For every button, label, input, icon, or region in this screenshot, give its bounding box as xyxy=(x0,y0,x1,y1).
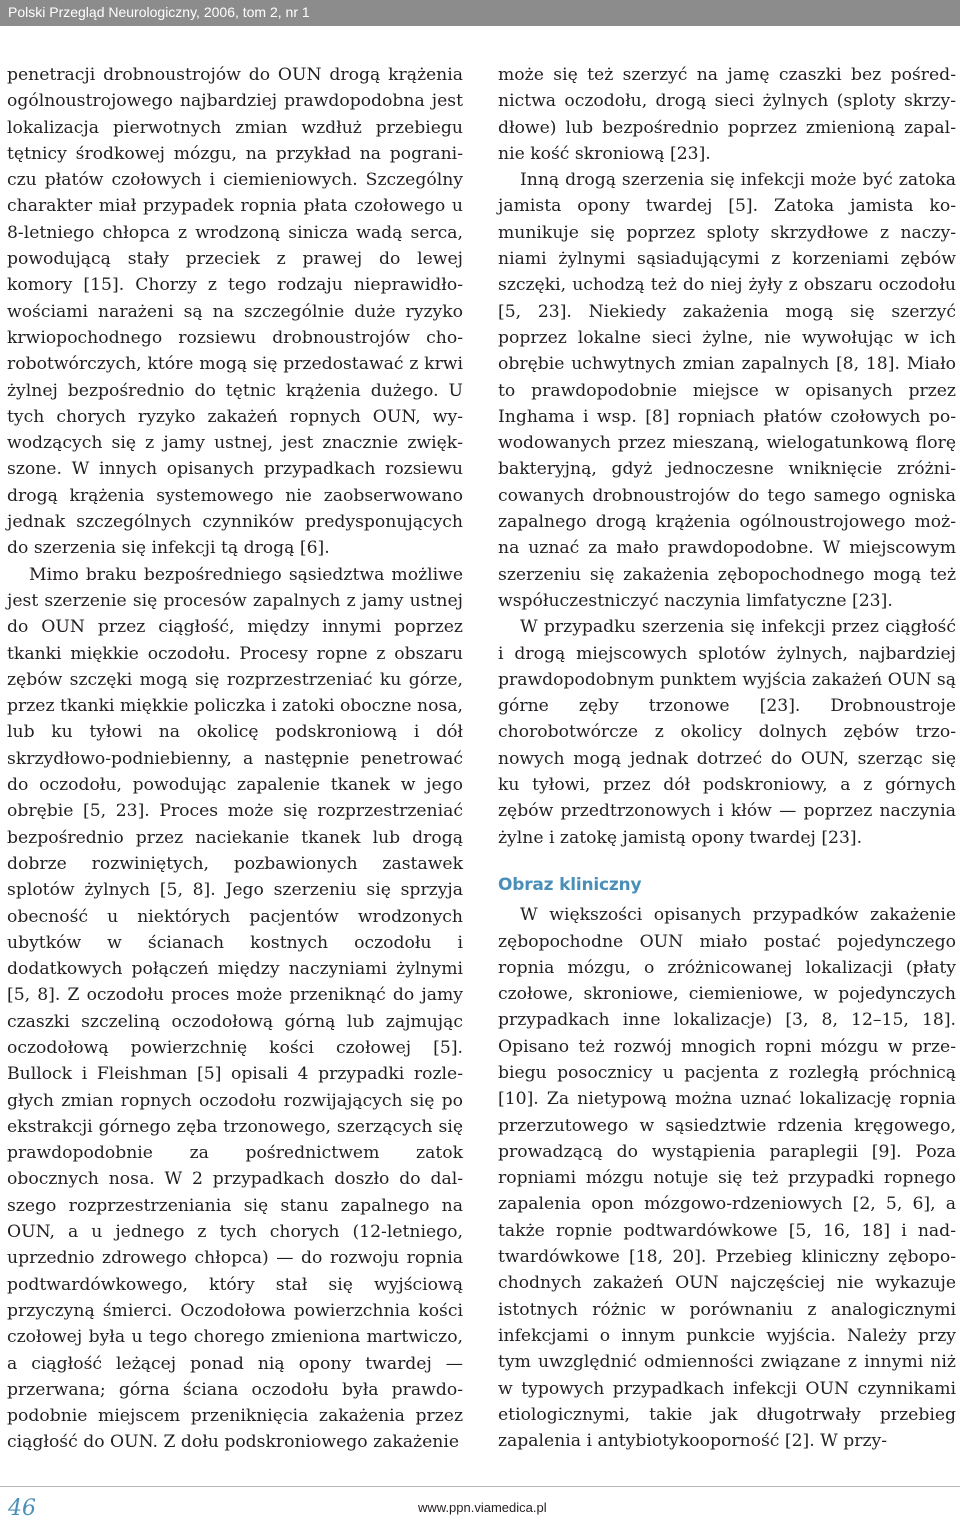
journal-header-bar xyxy=(0,0,960,26)
body-paragraph: może się też szerzyć na jamę czaszki bez pośrednictwa oczodołu, drogą sieci żylnych (sploty skrzydłowe) lub bezpośrednio poprzez zmienioną zapalnie kość skroniową [23]. xyxy=(498,65,956,164)
left-column xyxy=(7,62,463,1456)
body-paragraph: penetracji drobnoustrojów do OUN drogą krążenia ogólnoustrojowego najbardziej prawdopodobna jest lokalizacja pierwotnych zmian wzdłuż przebiegu tętnicy środkowej mózgu, na przykład na pograniczu płatów czołowych i ciemieniowych. Szczególny charakter miał przypadek ropnia płata czołowego u 8-letniego chłopca z wrodzoną sinicza wadą serca, powodującą stały przeciek z prawej do lewej komory [15]. Chorzy z tego rodzaju nieprawidłowościami narażeni są na szczególnie duże ryzyko krwiopochodnego rozsiewu drobnoustrojów chorobotwórczych, które mogą się przedostawać z krwi żylnej bezpośrednio do tętnic krążenia dużego. U tych chorych ryzyko zakażeń ropnych OUN, wywodzących się z jamy ustnej, jest znacznie zwiększone. W innych opisanych przypadkach rozsiewu drogą krążenia systemowego nie zaobserwowano jednak szczególnych czynników predysponujących do szerzenia się infekcji tą drogą [6]. xyxy=(7,65,463,559)
journal-title: Polski Przegląd Neurologiczny, 2006, tom 2, nr 1 xyxy=(8,4,310,20)
right-column xyxy=(498,62,956,1454)
body-paragraph: W przypadku szerzenia się infekcji przez ciągłość i drogą miejscowych splotów żylnych, najbardziej prawdopodobnym punktem wyjścia zakażeń OUN są górne zęby trzonowe [23]. Drobnoustroje chorobotwórcze z okolicy dolnych zębów trzonowych mogą jednak dotrzeć do OUN, szerząc się ku tyłowi, przez dół podskroniowy, a z górnych zębów przedtrzonowych i kłów — poprzez naczynia żylne i zatokę jamistą opony twardej [23]. xyxy=(498,617,956,848)
footer-divider xyxy=(0,1486,960,1487)
page-number: 46 xyxy=(8,1496,36,1521)
body-paragraph: Mimo braku bezpośredniego sąsiedztwa możliwe jest szerzenie się procesów zapalnych z jamy ustnej do OUN przez ciągłość, między innymi poprzez tkanki miękkie oczodołu. Procesy ropne z obszaru zębów szczęki mogą się rozprzestrzeniać ku górze, przez tkanki miękkie policzka i zatoki oboczne nosa, lub ku tyłowi na okolicę podskroniową i dół skrzydłowo-podniebienny, a następnie penetrować do oczodołu, powodując zapalenie tkanek w jego obrębie [5, 23]. Proces może się rozprzestrzeniać bezpośrednio przez naciekanie tkanek lub drogą dobrze rozwiniętych, pozbawionych zastawek splotów żylnych [5, 8]. Jego szerzeniu się sprzyja obecność u niektórych pacjentów wrodzonych ubytków w ścianach kostnych oczodołu i dodatkowych połączeń między naczyniami żylnymi [5, 8]. Z oczodołu proces może przeniknąć do jamy czaszki szczeliną oczodołową górną lub zajmując oczodołową powierzchnię kości czołowej [5]. Bullock i Fleishman [5] opisali 4 przypadki rozległych zmian ropnych oczodołu rozwijających się po ekstrakcji górnego zęba trzonowego, szerzących się prawdopodobnie za pośrednictwem zatok obocznych nosa. W 2 przypadkach doszło do dalszego rozprzestrzeniania się stanu zapalnego na OUN, a u jednego z tych chorych (12-letniego, uprzednio zdrowego chłopca) — do rozwoju ropnia podtwardówkowego, który stał się wyjściową przyczyną śmierci. Oczodołowa powierzchnia kości czołowej była u tego chorego zmieniona martwiczo, a ciągłość leżącej ponad nią opony twardej — przerwana; górna ściana oczodołu była prawdopodobnie miejscem przeniknięcia zakażenia przez ciągłość do OUN. Z dołu podskroniowego zakażenie xyxy=(7,564,463,1453)
section-heading: Obraz kliniczny xyxy=(498,874,642,895)
body-paragraph: W większości opisanych przypadków zakażenie zębopochodne OUN miało postać pojedynczego ropnia mózgu, o zróżnicowanej lokalizacji (płaty czołowe, skroniowe, ciemieniowe, w pojedynczych przypadkach inne lokalizacje) [3, 8, 12–15, 18]. Opisano też rozwój mnogich ropni mózgu w przebiegu posocznicy u pacjenta z rozległą próchnicą [10]. Za nietypową można uznać lokalizację ropnia przerzutowego w sąsiedztwie rdzenia kręgowego, prowadzącą do wystąpienia paraplegii [9]. Poza ropniami mózgu notuje się też przypadki ropnego zapalenia opon mózgowo-rdzeniowych [2, 5, 6], a także ropnie podtwardówkowe [5, 16, 18] i nadtwardówkowe [18, 20]. Przebieg kliniczny zębopochodnych zakażeń OUN najczęściej nie wykazuje istotnych różnic w porównaniu z analogicznymi infekcjami o innym punkcie wyjścia. Należy przy tym uwzględnić odmienności związane z innymi niż w typowych przypadkach infekcji OUN czynnikami etiologicznymi, takie jak długotrwały przebieg zapalenia i antybiotykooporność [2]. W przy- xyxy=(498,905,956,1452)
body-paragraph: Inną drogą szerzenia się infekcji może być zatoka jamista opony twardej [5]. Zatoka jamista komunikuje się poprzez sploty skrzydłowe z naczyniami żylnymi sąsiadującymi z korzeniami zębów szczęki, uchodzą też do niej żyły z obszaru oczodołu [5, 23]. Niekiedy zakażenia mogą się szerzyć poprzez lokalne sieci żylne, nie wywołując w ich obrębie uchwytnych zmian zapalnych [8, 18]. Miało to prawdopodobnie miejsce w opisanych przez Inghama i wsp. [8] ropniach płatów czołowych powodowanych przez mieszaną, wielogatunkową florę bakteryjną, gdyż jednoczesne wniknięcie zróżnicowanych drobnoustrojów do tego samego ogniska zapalnego drogą krążenia ogólnoustrojowego można uznać za mało prawdopodobne. W miejscowym szerzeniu się zakażenia zębopochodnego mogą też współuczestniczyć naczynia limfatyczne [23]. xyxy=(498,170,956,611)
footer-url[interactable]: www.ppn.viamedica.pl xyxy=(418,1500,547,1515)
